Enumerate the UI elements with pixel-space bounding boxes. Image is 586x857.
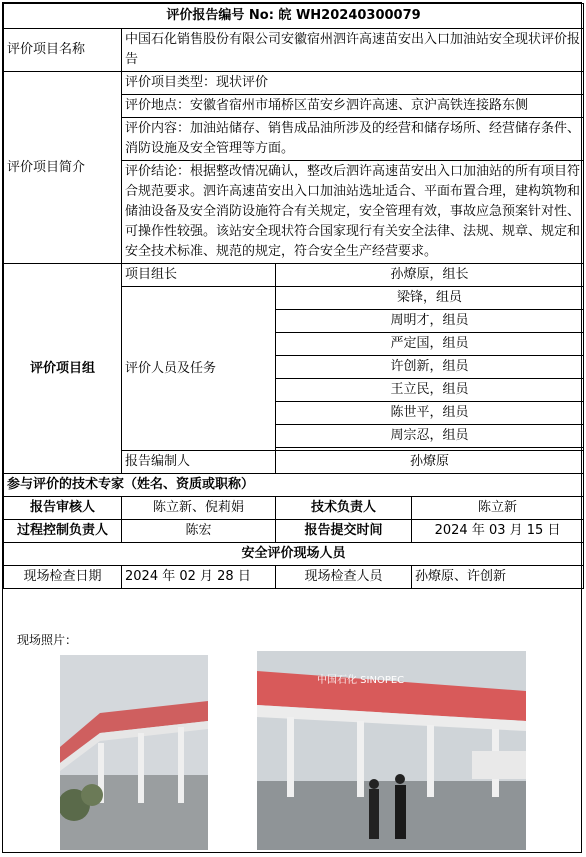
submit-date: 2024 年 03 月 15 日 bbox=[412, 520, 584, 543]
reviewer-label: 报告审核人 bbox=[4, 497, 122, 520]
process-row bbox=[4, 520, 584, 543]
site-title-row bbox=[4, 543, 584, 566]
staff-member: 严定国，组员 bbox=[276, 333, 584, 356]
inspection-date: 2024 年 02 月 28 日 bbox=[122, 566, 276, 589]
project-name-label: 评价项目名称 bbox=[4, 29, 122, 72]
review-row bbox=[4, 497, 584, 520]
report-table bbox=[3, 3, 584, 589]
site-personnel-title: 安全评价现场人员 bbox=[4, 543, 584, 566]
tech-lead-label: 技术负责人 bbox=[276, 497, 412, 520]
photos-label: 现场照片： bbox=[17, 633, 78, 647]
intro-label: 评价项目简介 bbox=[4, 72, 122, 264]
editor: 孙燎原 bbox=[276, 451, 584, 474]
staff-member: 周宗忍，组员 bbox=[276, 425, 584, 448]
team-label: 评价项目组 bbox=[4, 264, 122, 474]
inspectors: 孙燎原、许创新 bbox=[412, 566, 584, 589]
process: 陈宏 bbox=[122, 520, 276, 543]
inspection-date-label: 现场检查日期 bbox=[4, 566, 122, 589]
submit-label: 报告提交时间 bbox=[276, 520, 412, 543]
photo-brand-text: 中国石化 SINOPEC bbox=[317, 675, 405, 686]
title-row bbox=[4, 4, 584, 29]
intro-location: 评价地点：安徽省宿州市埇桥区苗安乡泗许高速、京沪高铁连接路东侧 bbox=[122, 95, 584, 118]
editor-label: 报告编制人 bbox=[122, 451, 276, 474]
photos-section bbox=[3, 623, 581, 853]
project-name-row bbox=[4, 29, 584, 72]
staff-member: 梁锋，组员 bbox=[276, 287, 584, 310]
inspectors-label: 现场检查人员 bbox=[276, 566, 412, 589]
intro-type-row bbox=[4, 72, 584, 95]
report-page bbox=[2, 2, 582, 853]
project-name: 中国石化销售股份有限公司安徽宿州泗许高速苗安出入口加油站安全现状评价报告 bbox=[122, 29, 584, 72]
site-photo-2 bbox=[257, 651, 526, 850]
staff-member: 王立民，组员 bbox=[276, 379, 584, 402]
inspection-row bbox=[4, 566, 584, 589]
tech-lead: 陈立新 bbox=[412, 497, 584, 520]
intro-type: 评价项目类型：现状评价 bbox=[122, 72, 584, 95]
site-photo-1 bbox=[60, 655, 208, 850]
intro-content: 评价内容：加油站储存、销售成品油所涉及的经营和储存场所、经营储存条件、消防设施及安全管理等方面。 bbox=[122, 118, 584, 161]
staff-member: 陈世平，组员 bbox=[276, 402, 584, 425]
team-leader-label: 项目组长 bbox=[122, 264, 276, 287]
staff-label: 评价人员及任务 bbox=[122, 287, 276, 451]
team-leader-row bbox=[4, 264, 584, 287]
experts-label: 参与评价的技术专家（姓名、资质或职称） bbox=[4, 474, 584, 497]
intro-conclusion: 评价结论：根据整改情况确认，整改后泗许高速苗安出入口加油站的所有项目符合规范要求。泗许高速苗安出入口加油站选址适合、平面布置合理，建构筑物和储油设备及安全消防设施符合有关规定，安全管理有效，事故应急预案针对性、可操作性较强。该站安全现状符合国家现行有关安全法律、法规、规章、规定和安全技术标准、规范的规定，符合安全生产经营要求。 bbox=[122, 161, 584, 264]
reviewer: 陈立新、倪莉娟 bbox=[122, 497, 276, 520]
team-leader: 孙燎原，组长 bbox=[276, 264, 584, 287]
staff-member: 周明才，组员 bbox=[276, 310, 584, 333]
staff-member: 许创新，组员 bbox=[276, 356, 584, 379]
report-title: 评价报告编号 No: 皖 WH20240300079 bbox=[4, 4, 584, 29]
experts-row bbox=[4, 474, 584, 497]
process-label: 过程控制负责人 bbox=[4, 520, 122, 543]
